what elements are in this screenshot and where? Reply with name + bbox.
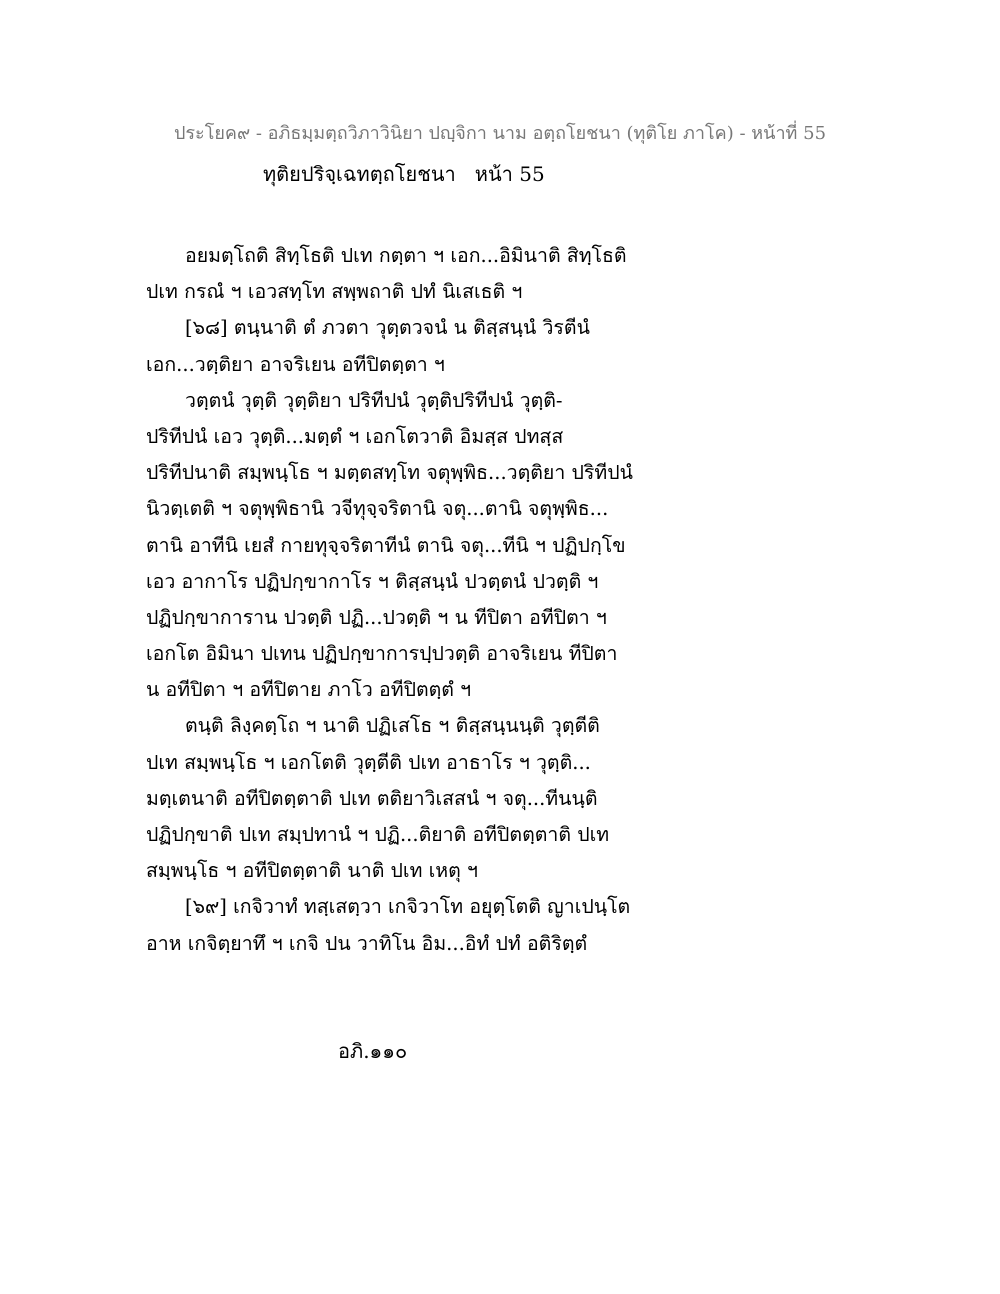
running-header-text: ประโยค๙ - อภิธมฺมตฺถวิภาวินิยา ปญฺจิกา นาม อตฺถโยชนา (ทุติโย ภาโค) - หน้าที่ 55	[173, 123, 827, 144]
text-line: ปฏิปกฺขาการาน ปวตฺติ ปฏิ...ปวตฺติ ฯ น ทีปิตา อทีปิตา ฯ	[146, 605, 607, 629]
text-line: นิวตฺเตติ ฯ จตุพฺพิธานิ วจีทุจฺจริตานิ จตุ...ตานิ จตุพฺพิธ...	[146, 497, 609, 521]
text-line: มตฺเตนาติ อทีปิตตฺตาติ ปเท ตติยาวิเสสนํ ฯ จตุ...ทีนนฺติ	[146, 786, 598, 810]
body-text	[146, 238, 666, 962]
page-footer-code: อภิ.๑๑๐	[338, 1039, 408, 1063]
text-line: [๖๙] เกจิวาทํ ทสฺเสตฺวา เกจิวาโท อยุตฺโตติ ญาเปนฺโต	[185, 895, 631, 919]
text-line: ปฏิปกฺขาติ ปเท สมฺปทานํ ฯ ปฏิ...ติยาติ อทีปิตตฺตาติ ปเท	[146, 823, 610, 846]
text-line: วตฺตนํ วุตฺติ วุตฺติยา ปริทีปนํ วุตฺติปริทีปนํ วุตฺติ-	[185, 388, 563, 412]
text-line: ตานิ อาทีนิ เยสํ กายทุจฺจริตาทีนํ ตานิ จตุ...ทีนิ ฯ ปฏิปกฺโข	[146, 533, 626, 557]
text-line: ปเท สมฺพนฺโธ ฯ เอกโตติ วุตฺตีติ ปเท อาธาโร ฯ วุตฺติ...	[146, 750, 591, 774]
text-line: ปริทีปนาติ สมฺพนฺโธ ฯ มตฺตสทฺโท จตุพฺพิธ...วตฺติยา ปริทีปนํ	[146, 461, 633, 485]
page-subtitle: ทุติยปริจฺเฉทตฺถโยชนา หน้า 55	[263, 162, 545, 186]
text-line: อาห เกจิตฺยาทึ ฯ เกจิ ปน วาทิโน อิม...อิทํ ปทํ อติริตฺตํ	[146, 931, 588, 955]
text-line: เอกโต อิมินา ปเทน ปฏิปกฺขาการปฺปวตฺติ อาจริเยน ทีปิตา	[146, 642, 618, 666]
text-line: [๖๘] ตนฺนาติ ตํ ภวตา วุตฺตวจนํ น ติสฺสนฺนํ วิรตีนํ	[185, 316, 590, 340]
text-line: เอก...วตฺติยา อาจริเยน อทีปิตตฺตา ฯ	[146, 352, 445, 376]
text-line: น อทีปิตา ฯ อทีปิตาย ภาโว อทีปิตตฺตํ ฯ	[146, 678, 472, 702]
text-line: สมฺพนฺโธ ฯ อทีปิตตฺตาติ นาติ ปเท เหตุ ฯ	[146, 859, 478, 883]
text-line: ปริทีปนํ เอว วุตฺติ...มตฺตํ ฯ เอกโตวาติ อิมสฺส ปทสฺส	[146, 424, 564, 448]
text-line: ปเท กรณํ ฯ เอวสทฺโท สพฺพถาติ ปทํ นิเสเธติ ฯ	[146, 280, 523, 304]
text-line: ตนฺติ ลิงฺคตฺโถ ฯ นาติ ปฏิเสโธ ฯ ติสฺสนฺนนฺติ วุตฺตีติ	[185, 714, 600, 738]
running-header	[0, 121, 1000, 147]
text-line: เอว อากาโร ปฏิปกฺขากาโร ฯ ติสฺสนฺนํ ปวตฺตนํ ปวตฺติ ฯ	[146, 569, 599, 593]
text-line: อยมตฺโถติ สิทฺโธติ ปเท กตฺตา ฯ เอก...อิมินาติ สิทฺโธติ	[185, 244, 627, 267]
